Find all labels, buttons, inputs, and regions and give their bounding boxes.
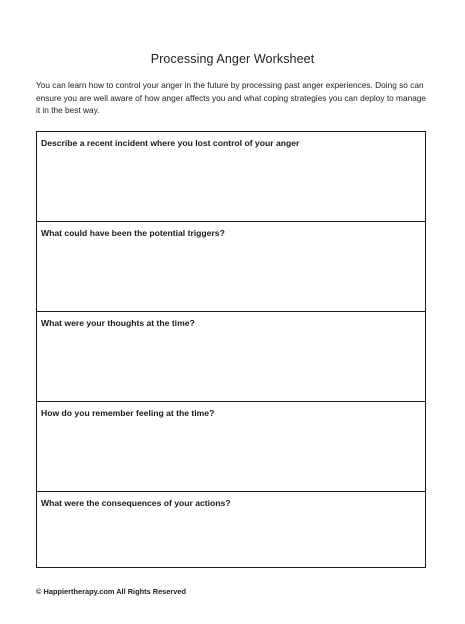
section-prompt: What were the consequences of your actions?: [41, 498, 231, 508]
page-title: Processing Anger Worksheet: [150, 52, 315, 66]
worksheet-table: [36, 131, 426, 568]
worksheet-section-incident: [37, 132, 425, 222]
answer-area[interactable]: [41, 149, 421, 219]
section-prompt: Describe a recent incident where you lost control of your anger: [41, 138, 300, 148]
copyright-footer: © Happiertherapy.com All Rights Reserved: [36, 587, 187, 596]
answer-area[interactable]: [41, 329, 421, 399]
worksheet-section-feelings: [37, 402, 425, 492]
worksheet-section-consequences: [37, 492, 425, 579]
section-prompt: What were your thoughts at the time?: [41, 318, 195, 328]
section-prompt: How do you remember feeling at the time?: [41, 408, 215, 418]
worksheet-section-triggers: [37, 222, 425, 312]
answer-area[interactable]: [41, 509, 421, 579]
answer-area[interactable]: [41, 239, 421, 309]
worksheet-section-thoughts: [37, 312, 425, 402]
section-prompt: What could have been the potential triggers?: [41, 228, 225, 238]
answer-area[interactable]: [41, 419, 421, 489]
intro-paragraph: You can learn how to control your anger in the future by processing past anger experiences. Doing so can ensure you are well aware of how anger affects you and what coping strategies you can deploy to manage it in the best way.: [36, 80, 427, 116]
